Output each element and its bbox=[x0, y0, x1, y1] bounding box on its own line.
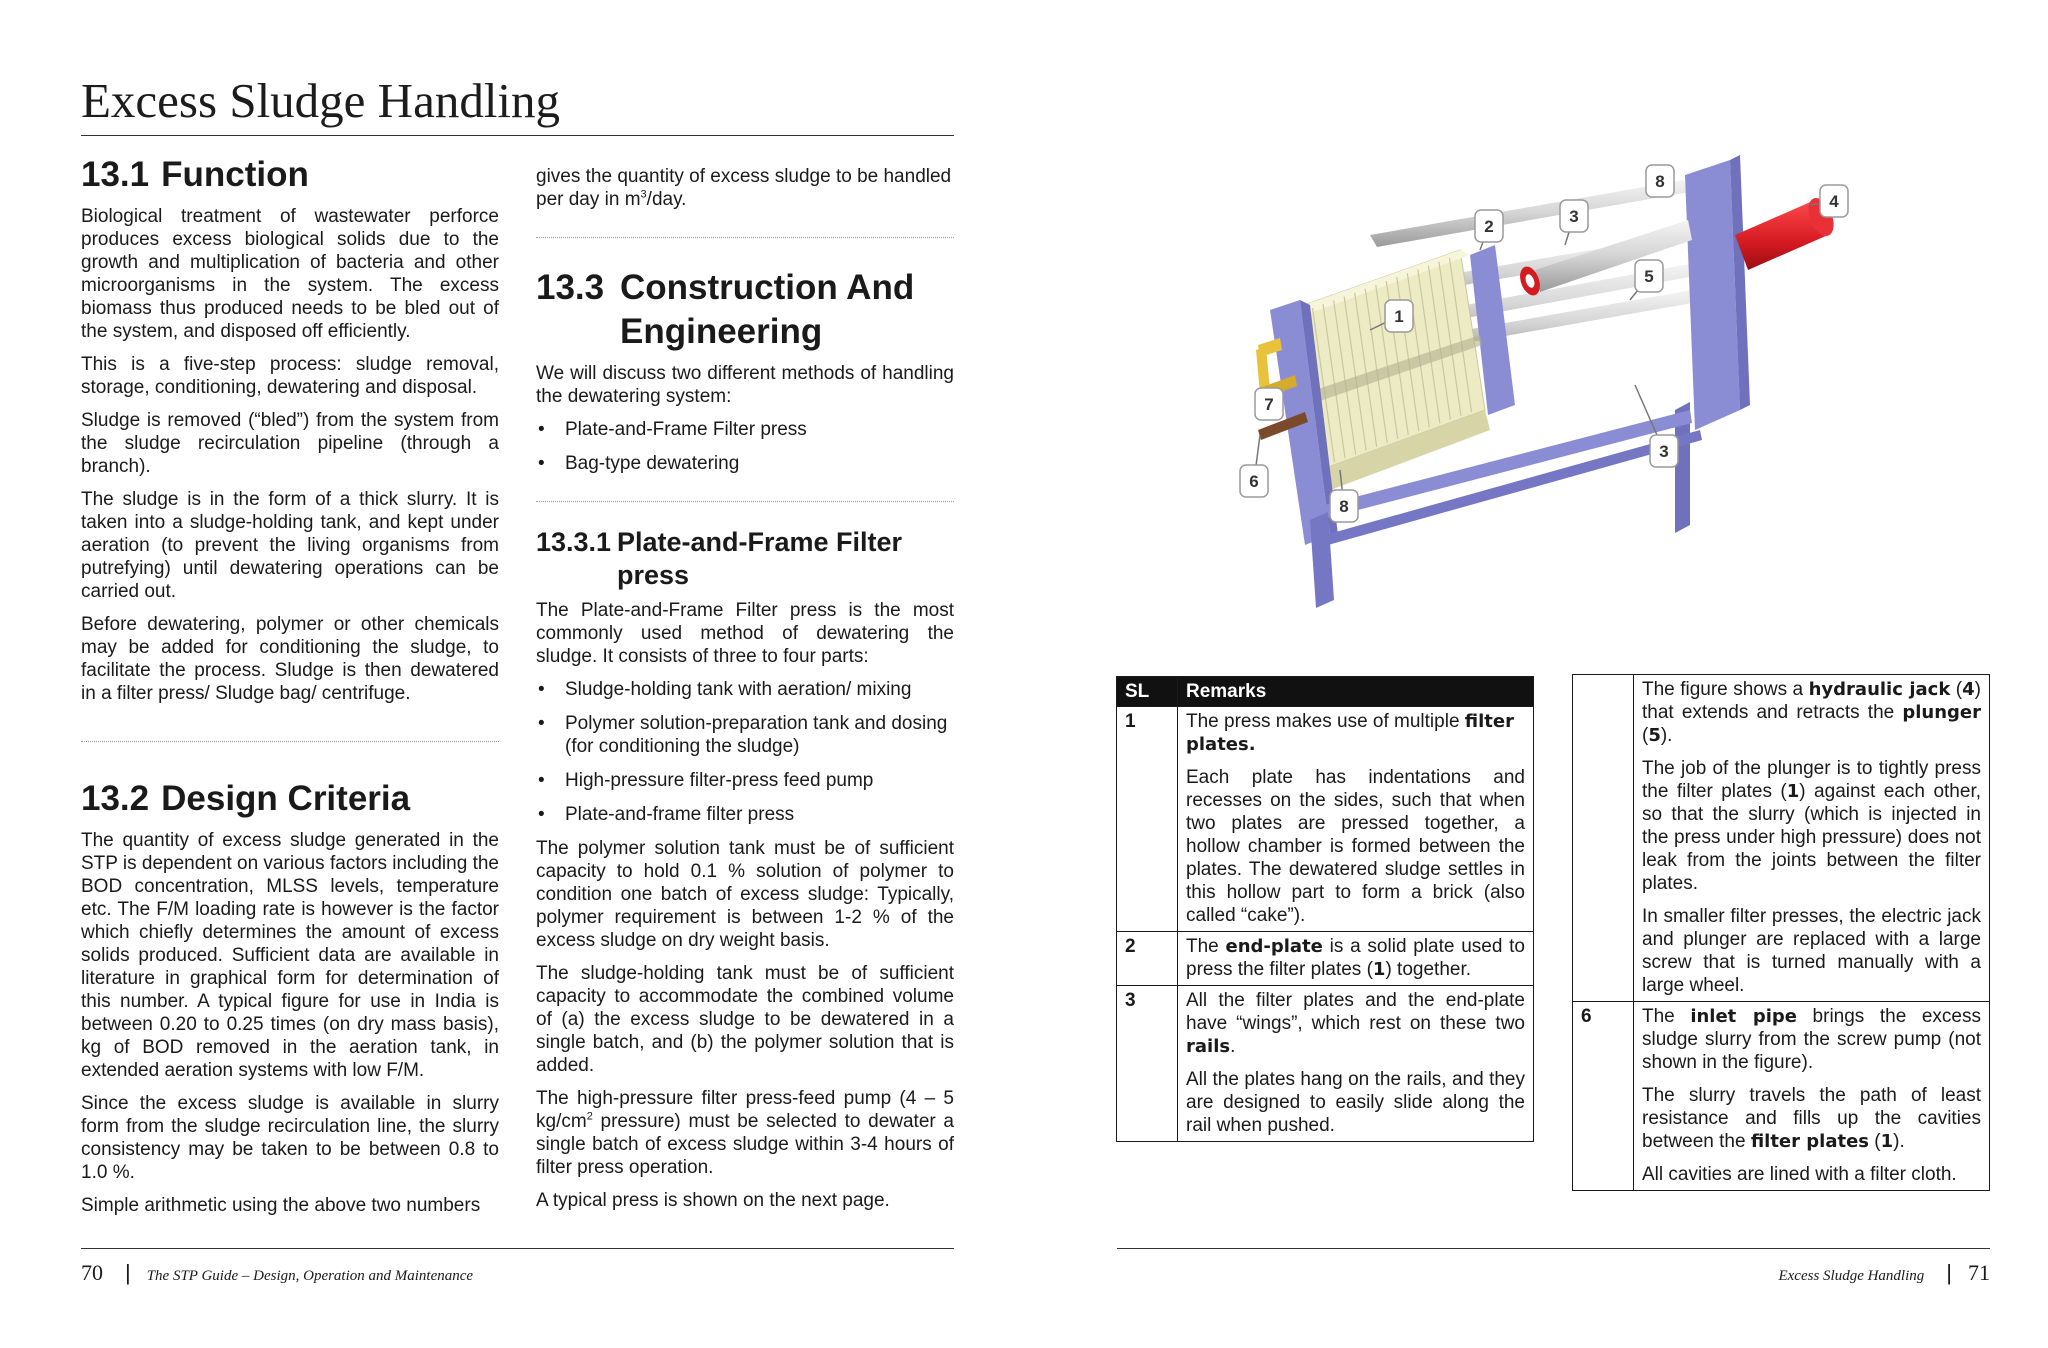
paragraph: Biological treatment of wastewater perforce produces excess biological solids due to the growth and multiplication of bacteria and other microorganisms in the system. The excess biomass thus produced needs to be bled out of the system, and disposed off efficiently. bbox=[81, 206, 499, 342]
row-remarks bbox=[1178, 932, 1534, 986]
paragraph: Each plate has indentations and recesses on the sides, such that when two plates are pressed together, a hollow chamber is formed between the plates. The dewatered sludge settles in this hollow part to form a brick (also called “cake”). bbox=[1186, 767, 1525, 926]
callout-label: 3 bbox=[1569, 207, 1579, 226]
text-run: pressure) must be selected to dewater a single batch of excess sludge within 3-4 hours of filter press operation. bbox=[536, 1111, 954, 1178]
paragraph: The Plate-and-Frame Filter press is the most commonly used method of dewatering the sludge. It consists of three to four parts: bbox=[536, 600, 954, 667]
section-heading-function bbox=[81, 153, 499, 197]
callout-7 bbox=[1255, 388, 1283, 420]
superscript: 3 bbox=[640, 188, 647, 201]
subsection-heading bbox=[536, 526, 954, 592]
paragraph: We will discuss two different methods of handling the dewatering system: bbox=[536, 363, 954, 407]
section-number: 13.2 bbox=[81, 779, 150, 818]
table-row bbox=[1573, 1002, 1990, 1191]
row-remarks bbox=[1634, 1002, 1990, 1191]
filter-press-figure bbox=[1230, 140, 1870, 630]
row-number: 2 bbox=[1117, 932, 1178, 986]
paragraph bbox=[536, 1087, 954, 1179]
text-run: ) together. bbox=[1385, 959, 1472, 980]
column-header-remarks: Remarks bbox=[1178, 677, 1534, 707]
paragraph bbox=[1186, 935, 1525, 981]
paragraph bbox=[1186, 710, 1525, 756]
paragraph: The polymer solution tank must be of sufficient capacity to hold 0.1 % solution of polymer to condition one batch of excess sludge: Typically, polymer requirement is between 1-2 % of the excess sludge on dry weight basis. bbox=[536, 838, 954, 951]
text-run: is a solid plate used to press the filter plates ( bbox=[1186, 936, 1525, 980]
table-row bbox=[1117, 986, 1534, 1142]
list-item: • Plate-and-Frame Filter press bbox=[536, 418, 954, 441]
row-number: 3 bbox=[1117, 986, 1178, 1142]
paragraph bbox=[1642, 1005, 1981, 1074]
paragraph: Before dewatering, polymer or other chemicals may be added for conditioning the sludge, to facilitate the process. Sludge is then dewatered in a filter press/ Sludge bag/ centrifuge. bbox=[81, 614, 499, 704]
callout-2 bbox=[1475, 210, 1503, 250]
paragraph: The quantity of excess sludge generated in the STP is dependent on various factors including the BOD concentration, MLSS levels, temperature etc. The F/M loading rate is however is the factor which chiefly determines the amount of excess solids produced. Sufficient data are available in literature in graphical form for determination of this number. A typical figure for use in India is between 0.20 to 0.25 times (on dry mass basis), kg of BOD removed in the aeration tank, in extended aeration systems with low F/M. bbox=[81, 830, 499, 1081]
callout-label: 3 bbox=[1659, 442, 1669, 461]
bold-term: 1 bbox=[1372, 959, 1386, 980]
section-divider bbox=[536, 501, 954, 502]
text-run: brings the excess sludge slurry from the screw pump (not shown in the figure). bbox=[1642, 1006, 1981, 1073]
parts-table-left bbox=[1116, 676, 1534, 1142]
text-run: The figure shows a bbox=[1642, 679, 1809, 700]
section-divider bbox=[81, 741, 499, 742]
text-run: The bbox=[1186, 936, 1226, 957]
callout-6 bbox=[1240, 435, 1268, 497]
subsection-number: 13.3.1 bbox=[536, 527, 612, 557]
method-list bbox=[536, 418, 954, 475]
section-title: Design Criteria bbox=[161, 779, 411, 818]
table-header-row bbox=[1117, 677, 1534, 707]
bold-term: filter plates. bbox=[1186, 711, 1514, 755]
text-run: All the filter plates and the end-plate have “wings”, which rest on these two bbox=[1186, 990, 1525, 1034]
bold-term: rails bbox=[1186, 1036, 1231, 1057]
paragraph: Simple arithmetic using the above two numbers bbox=[81, 1195, 481, 1216]
callout-label: 4 bbox=[1829, 192, 1839, 211]
superscript: 2 bbox=[586, 1110, 593, 1123]
callout-label: 1 bbox=[1394, 307, 1404, 326]
callout-label: 5 bbox=[1644, 267, 1654, 286]
text-run: ) against each other, so that the slurry (which is injected in the press under high pressure) does not leak from the joints between the filter plates. bbox=[1642, 781, 1981, 894]
row-remarks bbox=[1178, 986, 1534, 1142]
row-number: 1 bbox=[1117, 707, 1178, 932]
text-run: /day. bbox=[646, 189, 687, 210]
text-run: . bbox=[1230, 1036, 1236, 1057]
section-heading-design-criteria bbox=[81, 777, 499, 821]
text-run: gives the quantity of excess sludge to be handled per day in m bbox=[536, 166, 952, 210]
row-number bbox=[1573, 675, 1634, 1002]
bold-term: 1 bbox=[1880, 1131, 1894, 1152]
bold-term: inlet pipe bbox=[1690, 1006, 1797, 1027]
parts-table-right bbox=[1572, 674, 1990, 1191]
callout-label: 8 bbox=[1655, 172, 1665, 191]
text-run: The bbox=[1642, 1006, 1691, 1027]
title-rule bbox=[81, 135, 954, 136]
callout-8 bbox=[1646, 165, 1674, 197]
paragraph bbox=[536, 165, 954, 211]
page-number: 70 bbox=[81, 1260, 103, 1285]
section-divider bbox=[536, 237, 954, 238]
callout-label: 8 bbox=[1339, 497, 1349, 516]
paragraph: This is a five-step process: sludge removal, storage, conditioning, dewatering and disposal. bbox=[81, 354, 499, 398]
text-run: ). bbox=[1660, 725, 1673, 746]
paragraph: Sludge is removed (“bled”) from the system from the sludge recirculation pipeline (through a branch). bbox=[81, 410, 499, 477]
column-header-sl: SL bbox=[1117, 677, 1178, 707]
footer-separator: | bbox=[1946, 1260, 1952, 1285]
callout-3 bbox=[1560, 200, 1588, 245]
text-run: The press makes use of multiple bbox=[1186, 711, 1465, 732]
list-item: • Sludge-holding tank with aeration/ mixing bbox=[536, 678, 954, 701]
section-number: 13.3 bbox=[536, 268, 605, 307]
row-remarks bbox=[1634, 675, 1990, 1002]
bold-term: 5 bbox=[1648, 725, 1661, 746]
row-number: 6 bbox=[1573, 1002, 1634, 1191]
text-run: ( bbox=[1869, 1131, 1881, 1152]
list-item: • Polymer solution-preparation tank and dosing (for conditioning the sludge) bbox=[536, 712, 954, 758]
callout-label: 2 bbox=[1484, 217, 1494, 236]
table-row bbox=[1117, 707, 1534, 932]
bold-term: filter plates bbox=[1750, 1131, 1870, 1152]
text-run: The high-pressure filter press-feed pump (4 – 5 kg/cm bbox=[536, 1088, 954, 1132]
page-number: 71 bbox=[1968, 1260, 1990, 1285]
text-run: ( bbox=[1950, 679, 1963, 700]
row-remarks bbox=[1178, 707, 1534, 932]
paragraph: The sludge is in the form of a thick slurry. It is taken into a sludge-holding tank, and kept under aeration (to prevent the living organisms from putrefying) until dewatering operations can be carried out. bbox=[81, 489, 499, 602]
paragraph: Since the excess sludge is available in slurry form from the sludge recirculation line, the slurry consistency may be taken to be between 0.8 to 1.0 %. bbox=[81, 1093, 499, 1183]
section-number: 13.1 bbox=[81, 155, 150, 194]
footer-separator: | bbox=[125, 1260, 131, 1285]
paragraph bbox=[1642, 1084, 1981, 1153]
section-title: Function bbox=[161, 155, 309, 194]
parts-list bbox=[536, 678, 954, 826]
footer-rule-left bbox=[81, 1248, 954, 1249]
list-item: • High-pressure filter-press feed pump bbox=[536, 769, 954, 792]
text-run: ( bbox=[1642, 725, 1649, 746]
text-run: The slurry travels the path of least resistance and fills up the cavities between the bbox=[1642, 1085, 1981, 1152]
callout-5 bbox=[1630, 260, 1663, 300]
bold-term: 4 bbox=[1962, 679, 1975, 700]
bold-term: plunger bbox=[1902, 702, 1981, 723]
table-row bbox=[1117, 932, 1534, 986]
text-run: ) that extends and retracts the bbox=[1642, 679, 1981, 723]
subsection-title: Plate-and-Frame Filter press bbox=[617, 527, 903, 590]
paragraph bbox=[1642, 757, 1981, 895]
table-row bbox=[1573, 675, 1990, 1002]
text-run: The job of the plunger is to tightly press the filter plates ( bbox=[1642, 758, 1981, 802]
footer-left bbox=[81, 1261, 473, 1288]
bold-term: 1 bbox=[1786, 781, 1800, 802]
text-run: ). bbox=[1893, 1131, 1905, 1152]
list-item: • Plate-and-frame filter press bbox=[536, 803, 954, 826]
paragraph bbox=[1642, 678, 1981, 747]
paragraph: In smaller filter presses, the electric jack and plunger are replaced with a large screw that is turned manually with a large wheel. bbox=[1642, 906, 1981, 996]
footer-right bbox=[1778, 1261, 1990, 1288]
book-title: The STP Guide – Design, Operation and Maintenance bbox=[146, 1268, 474, 1284]
paragraph: All the plates hang on the rails, and they are designed to easily slide along the rail when pushed. bbox=[1186, 1069, 1525, 1136]
paragraph: A typical press is shown on the next page. bbox=[536, 1190, 890, 1211]
section-heading-construction bbox=[536, 266, 954, 354]
chapter-title: Excess Sludge Handling bbox=[1778, 1268, 1925, 1284]
paragraph: All cavities are lined with a filter cloth. bbox=[1642, 1164, 1957, 1185]
footer-rule-right bbox=[1117, 1248, 1990, 1249]
section-title: Construction And Engineering bbox=[620, 268, 915, 351]
paragraph bbox=[1186, 989, 1525, 1058]
paragraph: The sludge-holding tank must be of sufficient capacity to accommodate the combined volume of (a) the excess sludge to be dewatered in a single batch, and (b) the polymer solution that is added. bbox=[536, 963, 954, 1076]
page-title: Excess Sludge Handling bbox=[81, 73, 561, 128]
bold-term: hydraulic jack bbox=[1808, 679, 1951, 700]
middle-column bbox=[536, 165, 954, 1222]
callout-label: 6 bbox=[1249, 472, 1259, 491]
bold-term: end-plate bbox=[1225, 936, 1323, 957]
callout-label: 7 bbox=[1264, 395, 1274, 414]
list-item: • Bag-type dewatering bbox=[536, 452, 954, 475]
left-column bbox=[81, 153, 499, 1227]
